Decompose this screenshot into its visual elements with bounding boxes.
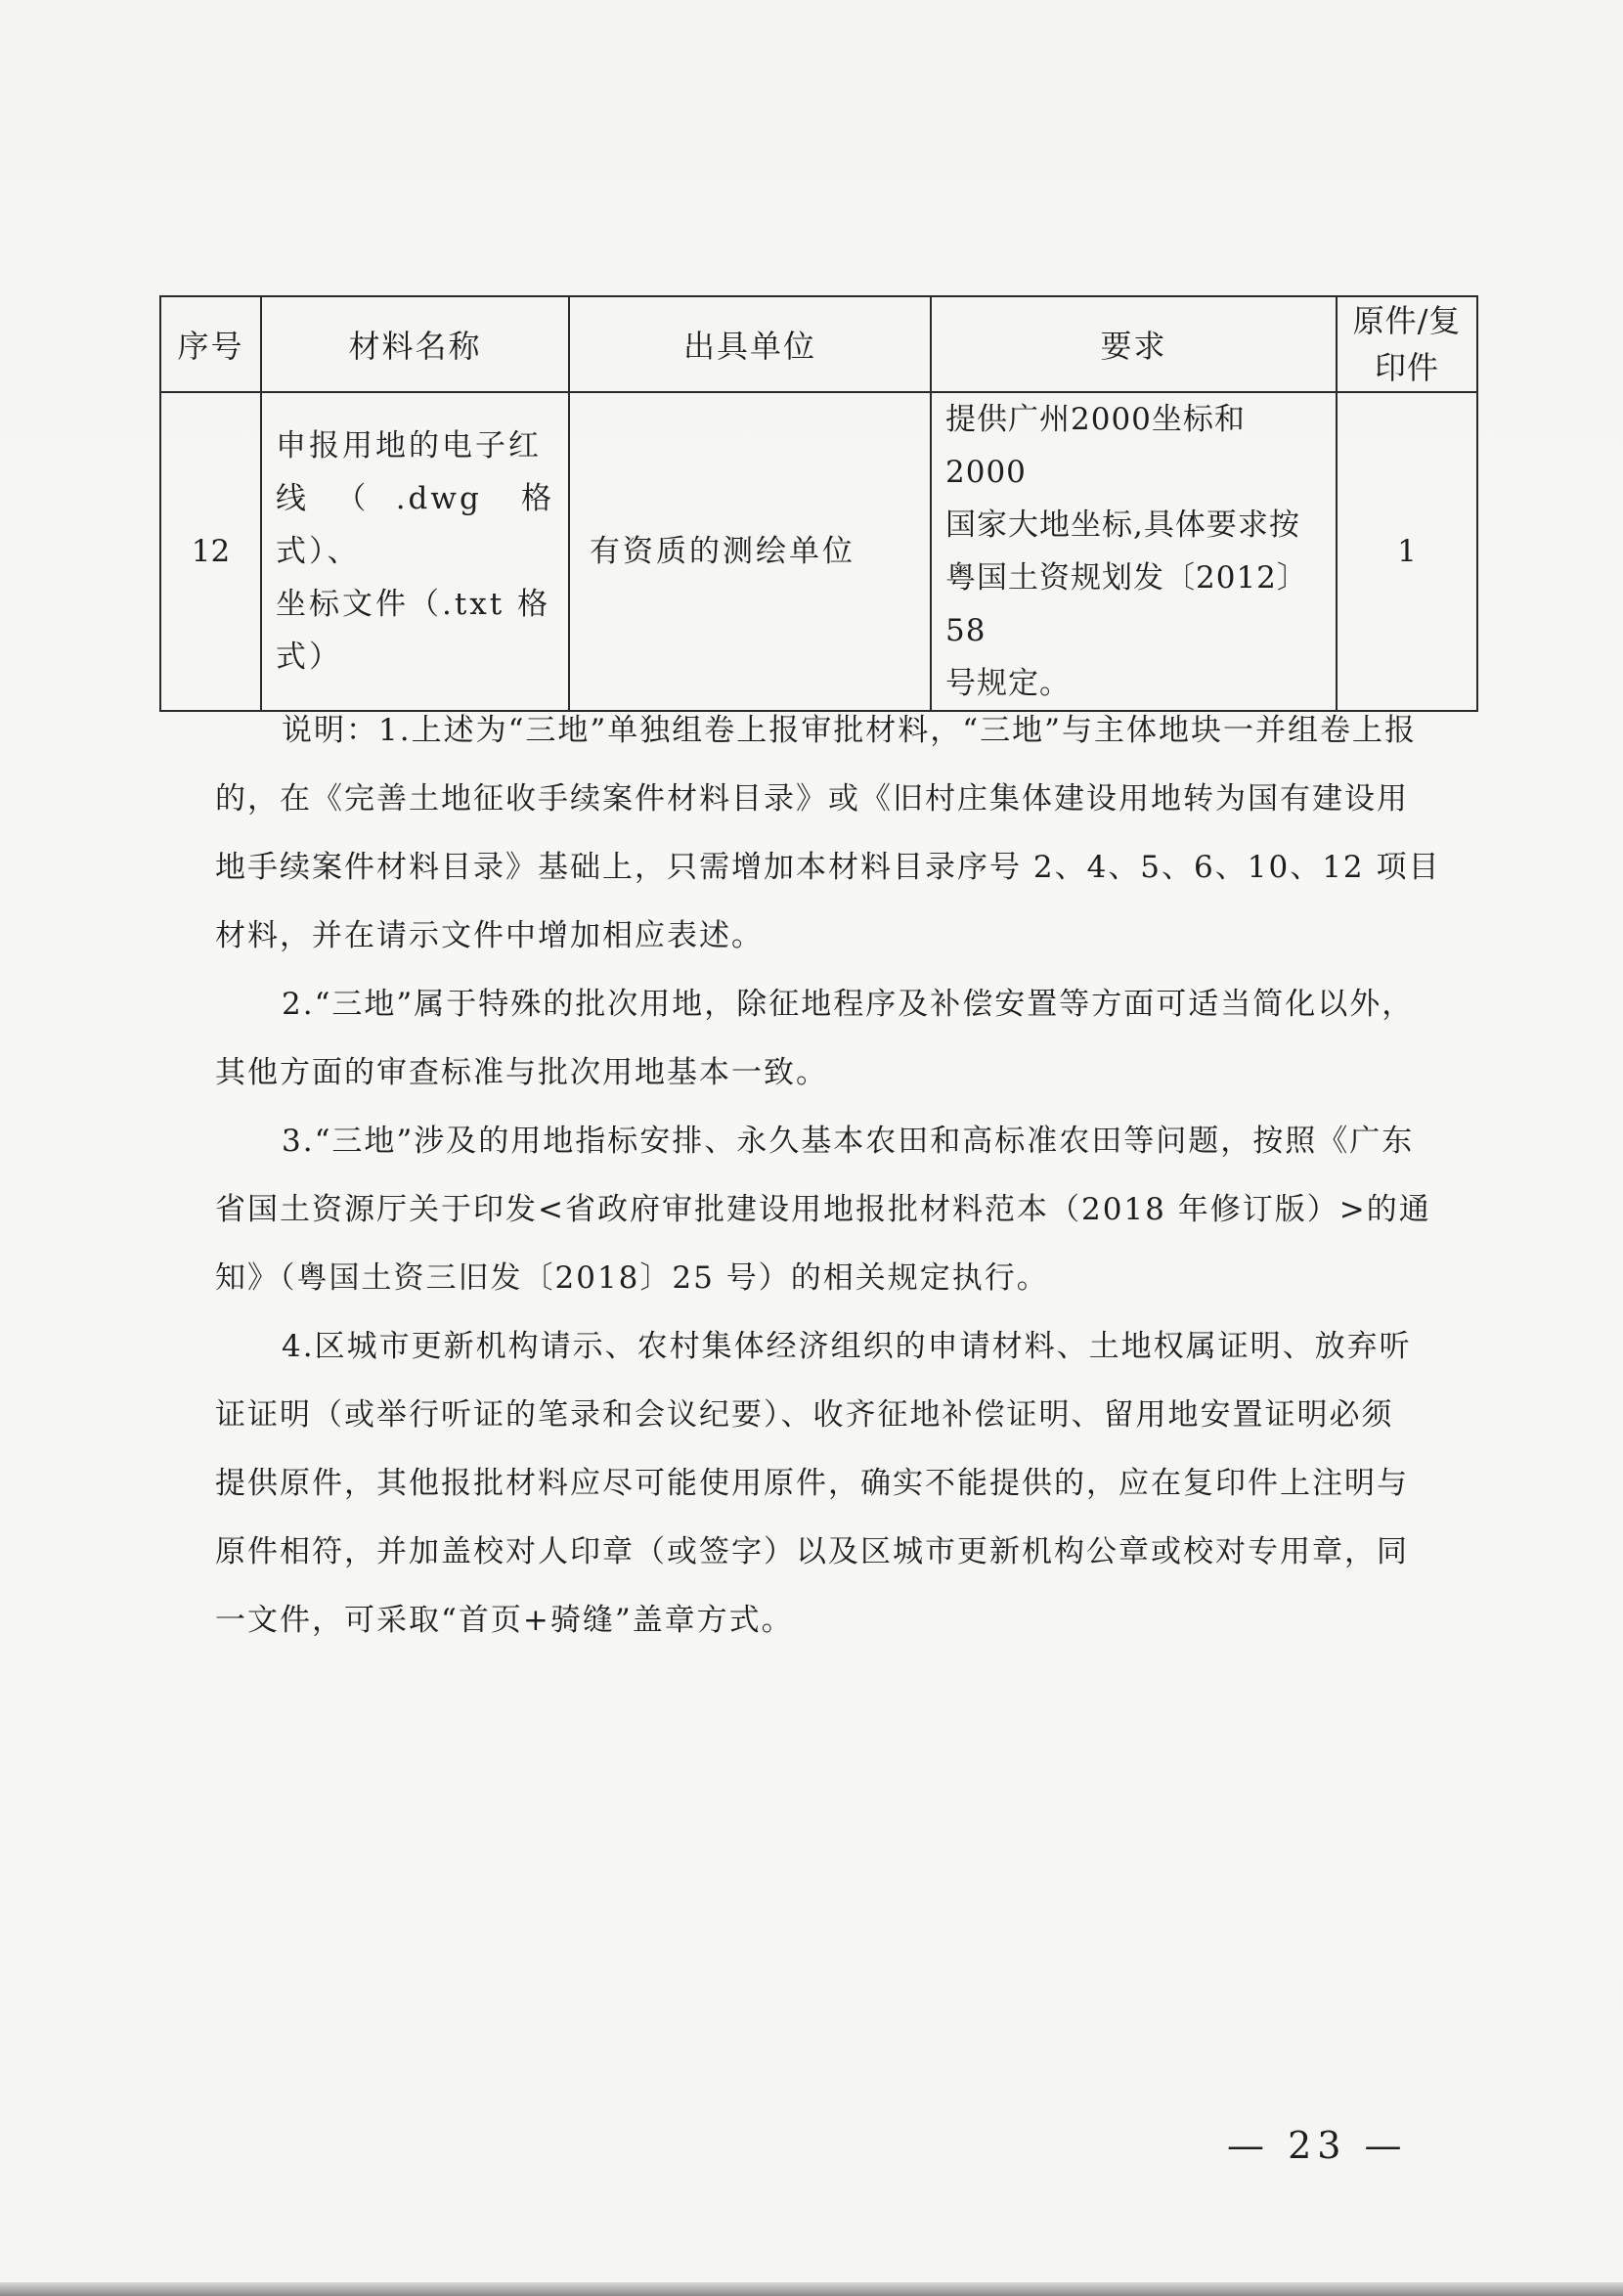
note-line: 提供原件，其他报批材料应尽可能使用原件，确实不能提供的，应在复印件上注明与 bbox=[215, 1466, 1409, 1501]
cell-requirement bbox=[931, 392, 1337, 711]
header-issuer: 出具单位 bbox=[569, 296, 931, 392]
note-line: 3.“三地”涉及的用地指标安排、永久基本农田和高标准农田等问题，按照《广东 bbox=[282, 1124, 1415, 1159]
table-row bbox=[160, 392, 1477, 711]
note-line: 2.“三地”属于特殊的批次用地，除征地程序及补偿安置等方面可适当简化以外， bbox=[282, 987, 1415, 1022]
note-line: 的，在《完善土地征收手续案件材料目录》或《旧村庄集体建设用地转为国有建设用 bbox=[215, 781, 1409, 817]
cell-seq: 12 bbox=[160, 392, 261, 711]
note-line: 省国土资源厅关于印发<省政府审批建设用地报批材料范本（2018 年修订版）>的通 bbox=[215, 1192, 1431, 1227]
note-line: 知》（粤国土资三旧发〔2018〕25 号）的相关规定执行。 bbox=[215, 1260, 1049, 1296]
cell-original: 1 bbox=[1337, 392, 1477, 711]
table-header-row bbox=[160, 296, 1477, 392]
scan-edge bbox=[0, 2282, 1623, 2296]
material-name-line: 坐标文件（.txt 格 bbox=[276, 587, 551, 622]
materials-table bbox=[159, 295, 1478, 712]
material-name-line: 式） bbox=[276, 640, 342, 675]
note-line: 地手续案件材料目录》基础上，只需增加本材料目录序号 2、4、5、6、10、12 项目 bbox=[215, 850, 1441, 885]
note-line: 原件相符，并加盖校对人印章（或签字）以及区城市更新机构公章或校对专用章，同 bbox=[215, 1534, 1409, 1569]
requirement-line: 粤国土资规划发〔2012〕58 bbox=[945, 560, 1308, 648]
header-original-line1: 原件/复 bbox=[1352, 302, 1462, 339]
notes-section bbox=[215, 696, 1441, 1655]
note-line: 说明：1.上述为“三地”单独组卷上报审批材料，“三地”与主体地块一并组卷上报 bbox=[282, 713, 1417, 748]
header-original-line2: 印件 bbox=[1374, 349, 1439, 386]
requirement-line: 号规定。 bbox=[945, 666, 1071, 701]
header-requirement: 要求 bbox=[931, 296, 1337, 392]
note-line: 一文件，可采取“首页+骑缝”盖章方式。 bbox=[215, 1603, 794, 1638]
cell-issuer: 有资质的测绘单位 bbox=[569, 392, 931, 711]
note-line: 证证明（或举行听证的笔录和会议纪要）、收齐征地补偿证明、留用地安置证明必须 bbox=[215, 1397, 1394, 1433]
header-name: 材料名称 bbox=[261, 296, 569, 392]
header-seq: 序号 bbox=[160, 296, 261, 392]
cell-material-name bbox=[261, 392, 569, 711]
note-line: 4.区城市更新机构请示、农村集体经济组织的申请材料、土地权属证明、放弃听 bbox=[282, 1329, 1412, 1364]
requirement-line: 国家大地坐标,具体要求按 bbox=[945, 508, 1300, 543]
note-line: 其他方面的审查标准与批次用地基本一致。 bbox=[215, 1055, 828, 1090]
material-name-line: 线（.dwg 格式）、 bbox=[276, 481, 554, 569]
page-number: — 23 — bbox=[1227, 2124, 1408, 2167]
requirement-line: 提供广州2000坐标和2000 bbox=[945, 402, 1246, 490]
material-name-line: 申报用地的电子红 bbox=[276, 428, 542, 464]
note-line: 材料，并在请示文件中增加相应表述。 bbox=[215, 918, 764, 953]
header-original bbox=[1337, 296, 1477, 392]
